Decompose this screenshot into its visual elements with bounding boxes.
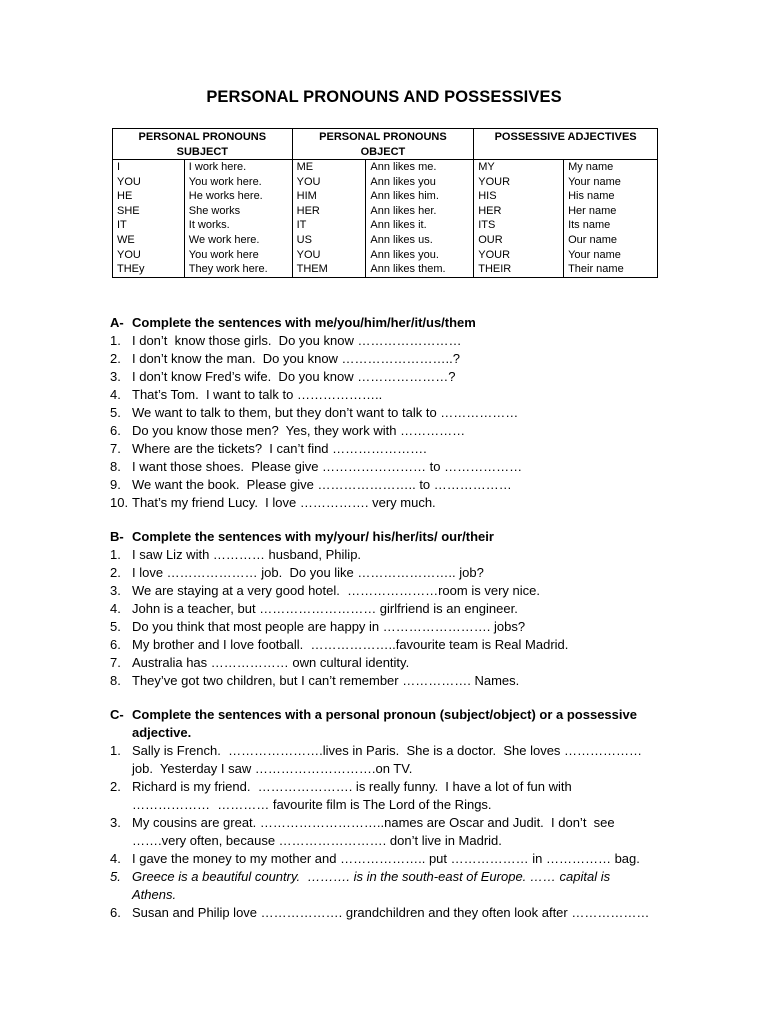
exercise-item [110,422,670,440]
exercise-item [110,404,670,422]
item-number: 4. [110,851,121,866]
table-cell: THEM [292,262,366,277]
item-text: My brother and I love football. ………………..favourite team is Real Madrid. [132,637,569,652]
table-cell: I work here. [184,160,292,175]
section-heading [110,706,670,742]
table-cell: YOU [292,248,366,263]
table-cell: I [113,160,185,175]
exercise-item [110,600,670,618]
table-row [113,204,658,219]
exercise-item [110,868,670,904]
item-number: 9. [110,477,121,492]
table-cell: OUR [474,233,564,248]
table-cell: Ann likes us. [366,233,474,248]
item-number: 8. [110,459,121,474]
table-cell: HER [474,204,564,219]
item-number: 10. [110,495,129,510]
exercise-item [110,778,670,814]
table-row [113,160,658,175]
item-text: Where are the tickets? I can’t find …………………. [132,441,427,456]
item-text: That’s my friend Lucy. I love ……………. very much. [132,495,436,510]
section-b [110,528,670,690]
exercise-item [110,672,670,690]
table-cell: IT [113,218,185,233]
table-cell: YOU [292,175,366,190]
table-cell: YOU [113,248,185,263]
item-number: 4. [110,387,121,402]
exercise-item [110,458,670,476]
item-text: I gave the money to my mother and ……………….. put ……………… in …………… bag. [132,851,640,866]
section-label: B- [110,529,124,544]
item-number: 6. [110,423,121,438]
item-text: They’ve got two children, but I can’t remember ……………. Names. [132,673,520,688]
table-cell: HER [292,204,366,219]
table-cell: He works here. [184,189,292,204]
item-number: 5. [110,405,121,420]
item-text: Australia has ……………… own cultural identity. [132,655,410,670]
table-cell: Your name [564,248,658,263]
exercise-item [110,904,670,922]
item-text: We want the book. Please give ………………….. to ……………… [132,477,512,492]
section-heading-text: Complete the sentences with a personal pronoun (subject/object) or a possessive adjective. [132,707,641,740]
item-number: 2. [110,351,121,366]
table-cell: THEIR [474,262,564,277]
table-cell: She works [184,204,292,219]
exercise-item [110,564,670,582]
item-text: I don’t know the man. Do you know ……………………..? [132,351,461,366]
section-label: C- [110,707,124,722]
table-cell: Our name [564,233,658,248]
section-heading-text: Complete the sentences with my/your/ his/her/its/ our/their [132,529,494,544]
exercise-item [110,636,670,654]
exercise-item [110,440,670,458]
exercise-item [110,546,670,564]
section-heading [110,314,670,332]
table-cell: HIM [292,189,366,204]
table-cell: SHE [113,204,185,219]
item-number: 6. [110,637,121,652]
table-cell: They work here. [184,262,292,277]
section-label: A- [110,315,124,330]
item-text: I don’t know Fred’s wife. Do you know …………………? [132,369,456,384]
item-number: 3. [110,583,121,598]
table-cell: My name [564,160,658,175]
item-text: I love ………………… job. Do you like ………………….. job? [132,565,484,580]
table-cell: ITS [474,218,564,233]
table-cell: Ann likes them. [366,262,474,277]
table-cell: Ann likes him. [366,189,474,204]
table-row [113,248,658,263]
exercise-item [110,368,670,386]
section-a [110,314,670,512]
table-cell: It works. [184,218,292,233]
item-text: Do you know those men? Yes, they work with …………… [132,423,466,438]
table-cell: Ann likes me. [366,160,474,175]
table-cell: YOUR [474,175,564,190]
item-number: 8. [110,673,121,688]
table-cell: Its name [564,218,658,233]
header-possessive: POSSESSIVE ADJECTIVES [474,129,658,160]
table-cell: WE [113,233,185,248]
item-number: 3. [110,815,121,830]
item-text: We want to talk to them, but they don’t want to talk to ……………… [132,405,519,420]
table-cell: His name [564,189,658,204]
table-row [113,233,658,248]
item-text: John is a teacher, but ……………………… girlfriend is an engineer. [132,601,518,616]
item-number: 1. [110,743,121,758]
table-cell: YOU [113,175,185,190]
page-title: PERSONAL PRONOUNS AND POSSESSIVES [206,88,562,106]
table-cell: Their name [564,262,658,277]
item-number: 5. [110,619,121,634]
item-number: 4. [110,601,121,616]
table-cell: We work here. [184,233,292,248]
item-number: 5. [110,869,121,884]
table-cell: You work here [184,248,292,263]
table-header-row [113,129,658,160]
item-number: 1. [110,333,121,348]
exercise-item [110,814,670,850]
table-cell: YOUR [474,248,564,263]
header-subject: PERSONAL PRONOUNS SUBJECT [113,129,293,160]
item-text: Do you think that most people are happy in ……………………. jobs? [132,619,526,634]
exercise-item [110,332,670,350]
item-text: That’s Tom. I want to talk to ……………….. [132,387,383,402]
item-number: 1. [110,547,121,562]
header-object: PERSONAL PRONOUNS OBJECT [292,129,474,160]
exercise-item [110,850,670,868]
exercise-item [110,742,670,778]
item-text: I don’t know those girls. Do you know …………………… [132,333,462,348]
item-number: 7. [110,655,121,670]
table-cell: Ann likes her. [366,204,474,219]
item-number: 2. [110,565,121,580]
table-cell: Your name [564,175,658,190]
item-text: Richard is my friend. …………………. is really funny. I have a lot of fun with ……………… ………… favourite film is The Lord of the Rings. [132,779,572,812]
table-row [113,262,658,277]
pronouns-table [112,128,658,278]
table-cell: Ann likes you. [366,248,474,263]
table-cell: Ann likes you [366,175,474,190]
table-row [113,175,658,190]
section-heading [110,528,670,546]
item-text: I want those shoes. Please give …………………… to ……………… [132,459,523,474]
table-row [113,218,658,233]
item-number: 2. [110,779,121,794]
table-cell: US [292,233,366,248]
table-cell: Her name [564,204,658,219]
item-number: 3. [110,369,121,384]
exercise-item [110,350,670,368]
item-text: Sally is French. ………………….lives in Paris. She is a doctor. She loves ……………… job. Yesterday I saw ……………………….on TV. [132,743,643,776]
table-row [113,189,658,204]
table-cell: IT [292,218,366,233]
item-number: 6. [110,905,121,920]
table-cell: MY [474,160,564,175]
table-cell: HE [113,189,185,204]
item-text: Susan and Philip love ………………. grandchildren and they often look after ……………… [132,905,650,920]
item-text: I saw Liz with ………… husband, Philip. [132,547,362,562]
section-c [110,706,670,922]
exercise-item [110,476,670,494]
exercise-item [110,494,670,512]
item-number: 7. [110,441,121,456]
table-cell: ME [292,160,366,175]
table-cell: THEy [113,262,185,277]
table-cell: HIS [474,189,564,204]
item-text: Greece is a beautiful country. ………. is in the south-east of Europe. …… capital is Athens. [132,869,611,902]
section-heading-text: Complete the sentences with me/you/him/her/it/us/them [132,315,476,330]
exercise-item [110,618,670,636]
exercise-item [110,386,670,404]
table-cell: You work here. [184,175,292,190]
table-cell: Ann likes it. [366,218,474,233]
exercise-item [110,582,670,600]
item-text: My cousins are great. ………………………..names are Oscar and Judit. I don’t see …….very often, because ……………………. don’t live in Madrid. [132,815,615,848]
exercise-item [110,654,670,672]
item-text: We are staying at a very good hotel. …………………room is very nice. [132,583,540,598]
